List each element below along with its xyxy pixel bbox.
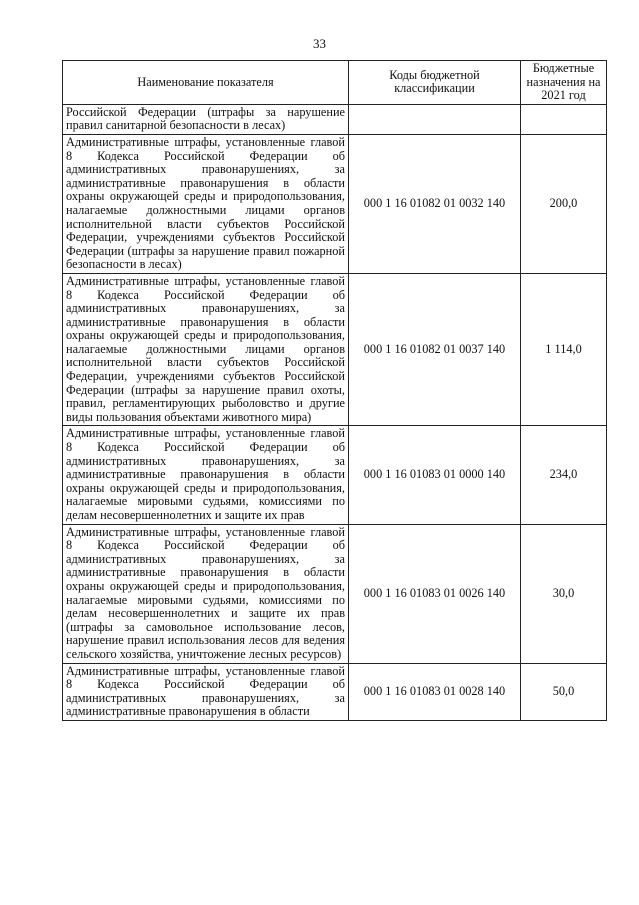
table-row bbox=[63, 273, 607, 426]
row-budget-code: 000 1 16 01082 01 0037 140 bbox=[349, 273, 521, 426]
row-indicator-name: Административные штрафы, установленные главой 8 Кодекса Российской Федерации об административных правонарушениях, за административные правонарушения в области охраны окружающей среды и природопользования, налагаемые мировыми судьями, комиссиями по делам несовершеннолетних и защите их прав bbox=[63, 426, 349, 524]
row-budget-code bbox=[349, 104, 521, 134]
row-budget-sum bbox=[521, 104, 607, 134]
row-budget-sum: 30,0 bbox=[521, 524, 607, 663]
header-indicator-name: Наименование показателя bbox=[63, 61, 349, 105]
table-header-row bbox=[63, 61, 607, 105]
row-indicator-name: Административные штрафы, установленные главой 8 Кодекса Российской Федерации об административных правонарушениях, за административные правонарушения в области охраны окружающей среды и природопользования, налагаемые мировыми судьями, комиссиями по делам несовершеннолетних и защите их прав (штрафы за самовольное использование лесов, нарушение правил использования лесов для ведения сельского хозяйства, уничтожение лесных ресурсов) bbox=[63, 524, 349, 663]
row-budget-sum: 50,0 bbox=[521, 663, 607, 720]
page-number: 33 bbox=[313, 36, 326, 51]
row-budget-sum: 1 114,0 bbox=[521, 273, 607, 426]
row-budget-sum: 200,0 bbox=[521, 134, 607, 273]
row-budget-code: 000 1 16 01083 01 0000 140 bbox=[349, 426, 521, 524]
header-budget-sum: Бюджетные назначения на 2021 год bbox=[521, 61, 607, 105]
table-row bbox=[63, 663, 607, 720]
header-budget-code: Коды бюджетной классификации bbox=[349, 61, 521, 105]
row-budget-code: 000 1 16 01083 01 0026 140 bbox=[349, 524, 521, 663]
table-row bbox=[63, 134, 607, 273]
row-indicator-name: Административные штрафы, установленные главой 8 Кодекса Российской Федерации об административных правонарушениях, за административные правонарушения в области охраны окружающей среды и природопользования, налагаемые должностными лицами органов исполнительной власти субъектов Российской Федерации, учреждениями субъектов Российской Федерации (штрафы за нарушение правил пожарной безопасности в лесах) bbox=[63, 134, 349, 273]
row-budget-sum: 234,0 bbox=[521, 426, 607, 524]
row-budget-code: 000 1 16 01083 01 0028 140 bbox=[349, 663, 521, 720]
budget-table bbox=[62, 60, 607, 721]
table-row bbox=[63, 426, 607, 524]
table-row bbox=[63, 524, 607, 663]
row-indicator-name: Российской Федерации (штрафы за нарушение правил санитарной безопасности в лесах) bbox=[63, 104, 349, 134]
row-budget-code: 000 1 16 01082 01 0032 140 bbox=[349, 134, 521, 273]
row-indicator-name: Административные штрафы, установленные главой 8 Кодекса Российской Федерации об административных правонарушениях, за административные правонарушения в области охраны окружающей среды и природопользования, налагаемые должностными лицами органов исполнительной власти субъектов Российской Федерации, учреждениями субъектов Российской Федерации (штрафы за нарушение правил охоты, правил, регламентирующих рыболовство и другие виды пользования объектами животного мира) bbox=[63, 273, 349, 426]
table-row bbox=[63, 104, 607, 134]
row-indicator-name: Административные штрафы, установленные главой 8 Кодекса Российской Федерации об административных правонарушениях, за административные правонарушения в области bbox=[63, 663, 349, 720]
